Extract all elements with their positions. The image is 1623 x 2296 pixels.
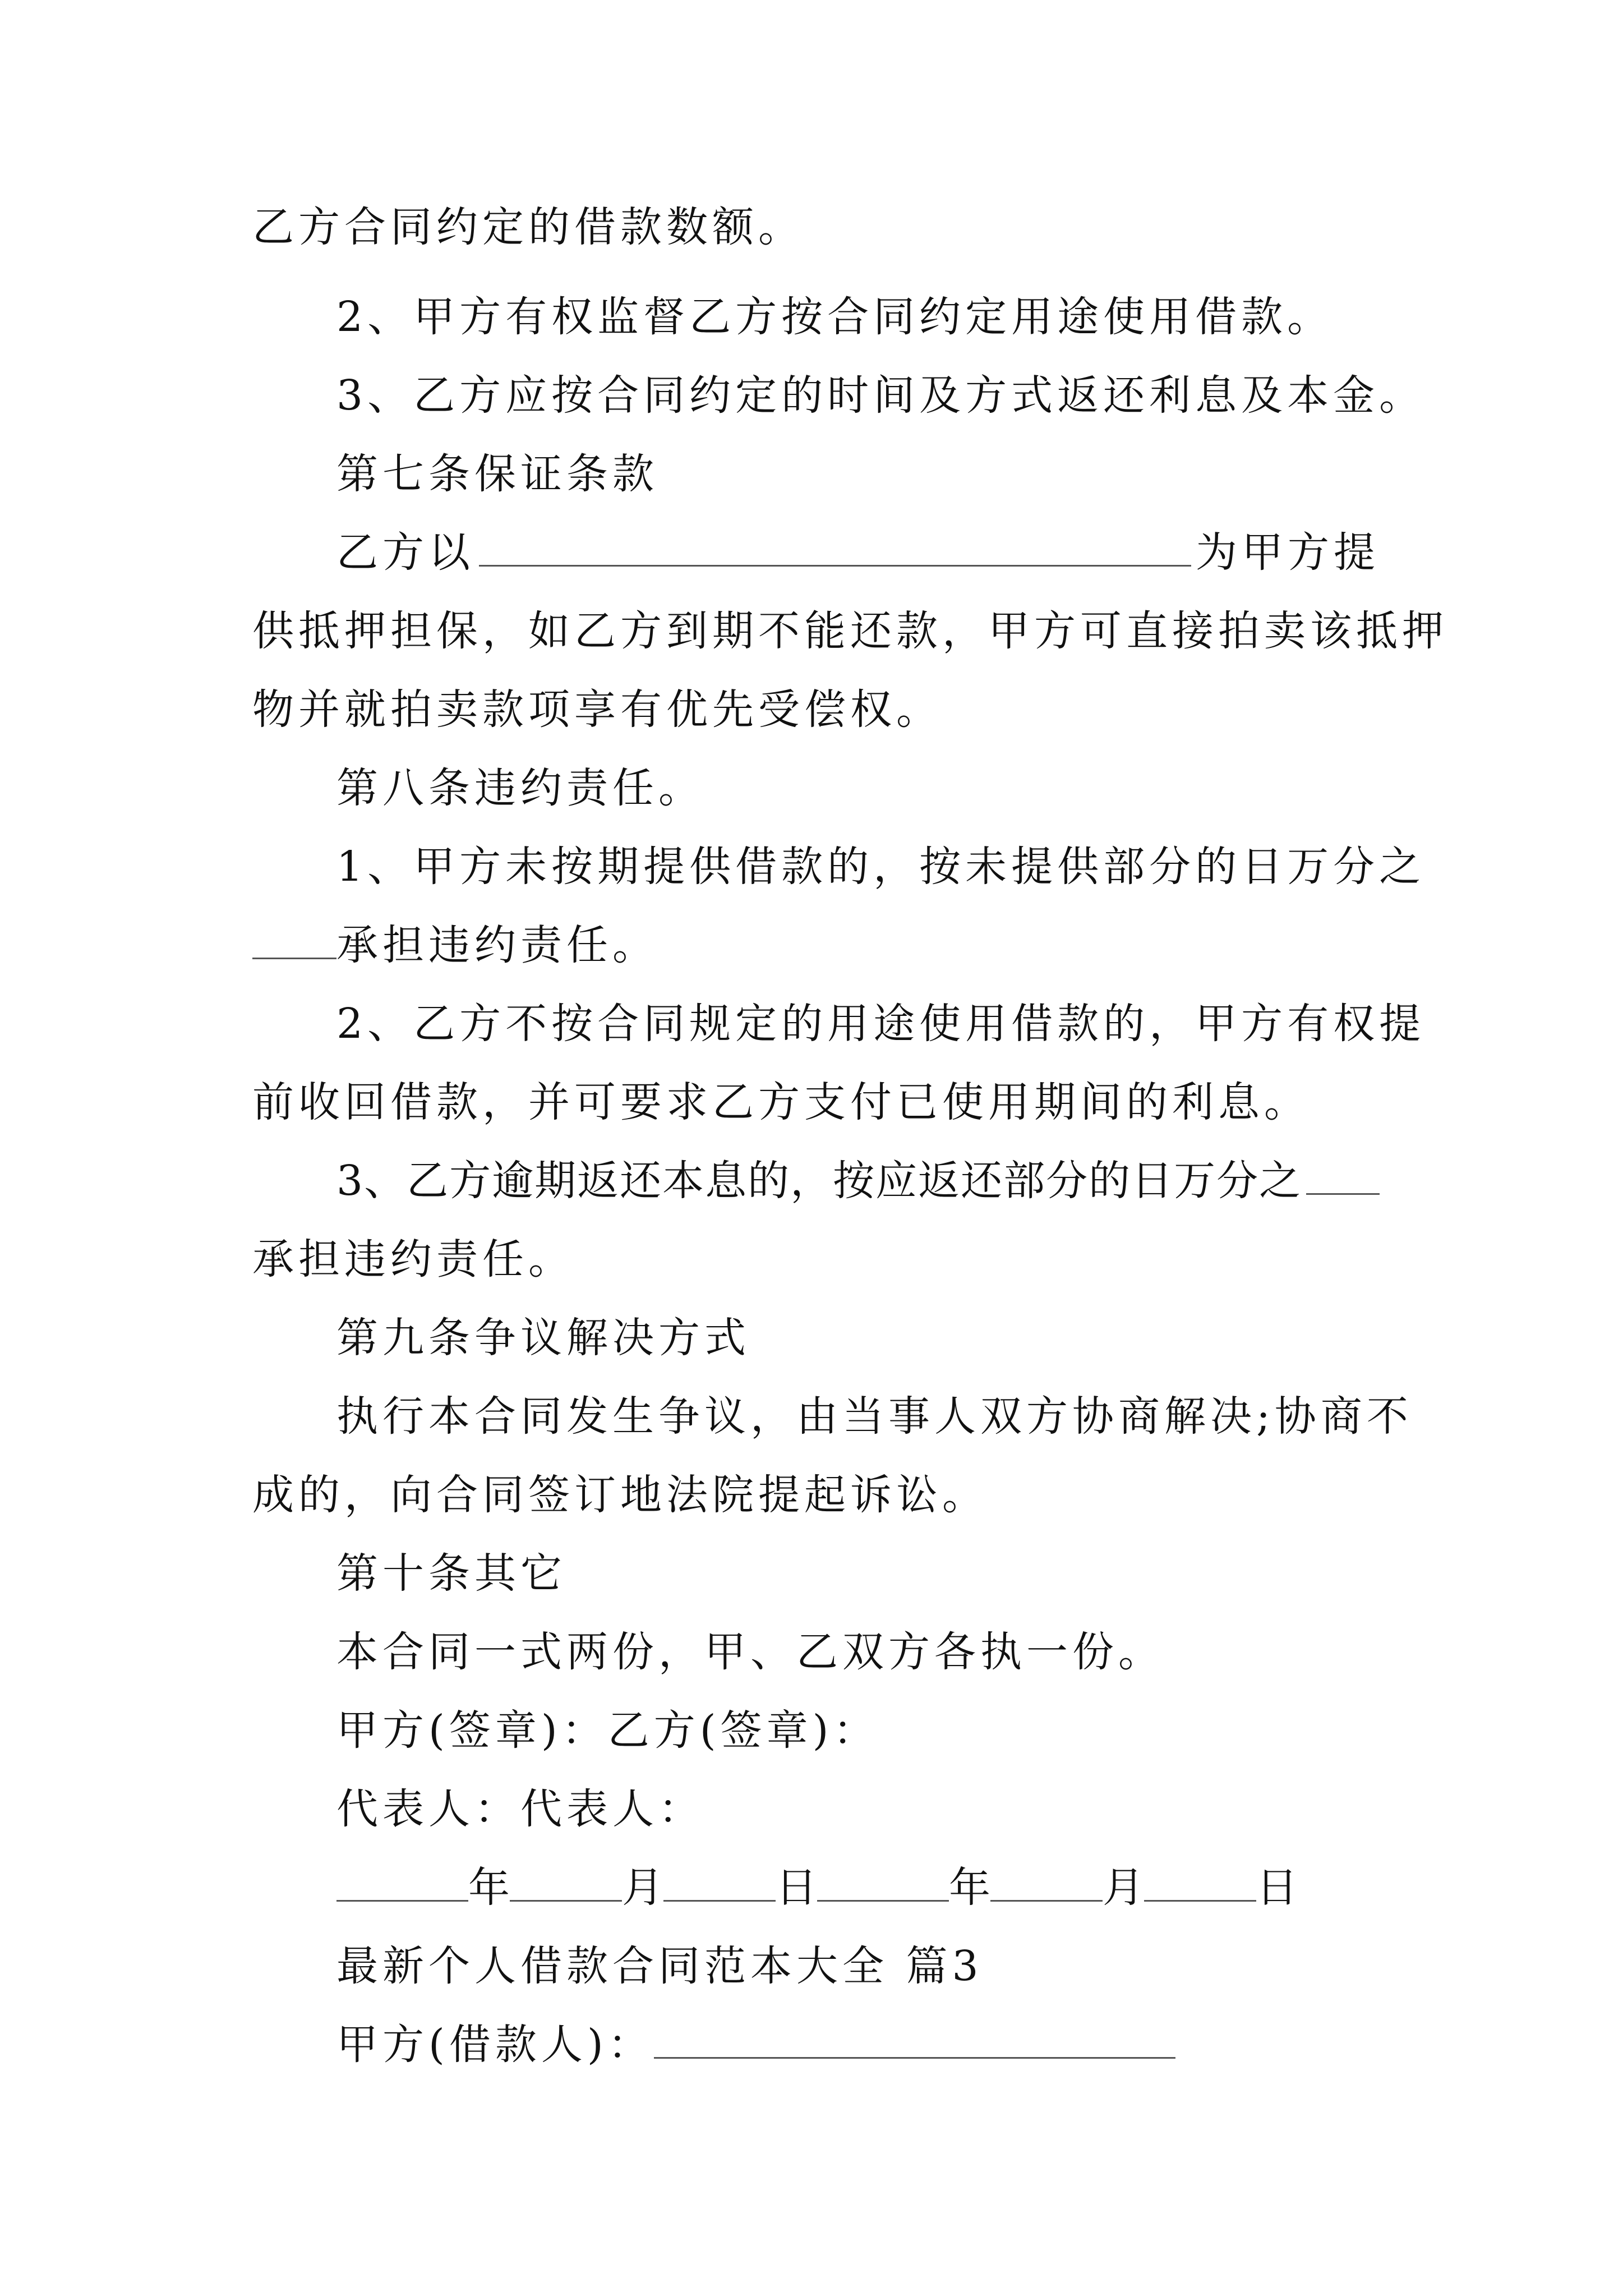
text-line: 成的，向合同签订地法院提起诉讼。 [252,1471,988,1519]
representative-line: 代表人：代表人： [336,1785,704,1833]
text-line: 前收回借款，并可要求乙方支付已使用期间的利息。 [252,1078,1310,1126]
section-heading-8: 第八条违约责任。 [336,764,704,812]
text-line: 物并就拍卖款项享有优先受偿权。 [252,685,942,734]
text-fragment: 甲方(借款人)： [336,2021,654,2069]
year-label: 年 [949,1864,990,1912]
day-label: 日 [776,1864,817,1912]
section-heading-7: 第七条保证条款 [336,450,658,498]
clause-item-3 [336,1153,1380,1209]
text-fragment: 承担违约责任。 [336,921,658,969]
section-heading-10: 第十条其它 [336,1549,566,1598]
date-line [336,1860,1380,1916]
guarantee-line [336,524,1380,581]
text-fragment: 乙方以 [336,528,474,577]
clause-item-2: 2、甲方有权监督乙方按合同约定用途使用借款。 [336,293,1334,341]
clause-item-3: 3、乙方应按合同约定的时间及方式返还利息及本金。 [336,371,1426,420]
text-line: 乙方合同约定的借款数额。 [252,203,804,251]
fill-in-blank [252,918,336,959]
text-fragment: 3、乙方逾期返还本息的，按应返还部分的日万分之 [336,1157,1302,1205]
text-line [252,917,1380,973]
year-label: 年 [468,1864,510,1912]
text-line: 供抵押担保，如乙方到期不能还款，甲方可直接拍卖该抵押 [252,607,1448,655]
text-line: 承担违约责任。 [252,1235,574,1283]
fill-in-blank [510,1861,622,1902]
section-title: 最新个人借款合同范本大全 篇3 [336,1942,983,1990]
text-fragment: 为甲方提 [1196,528,1380,577]
fill-in-blank [1306,1154,1380,1195]
month-label: 月 [622,1864,663,1912]
signature-line: 甲方(签章)：乙方(签章)： [336,1706,879,1755]
fill-in-blank [336,1861,468,1902]
fill-in-blank [663,1861,776,1902]
text-line: 本合同一式两份，甲、乙双方各执一份。 [336,1628,1164,1676]
fill-in-blank [479,526,1191,567]
text-line: 执行本合同发生争议，由当事人双方协商解决;协商不 [336,1392,1413,1441]
month-label: 月 [1103,1864,1144,1912]
fill-in-blank [817,1861,949,1902]
day-label: 日 [1256,1864,1298,1912]
fill-in-blank [654,2018,1175,2059]
section-heading-9: 第九条争议解决方式 [336,1314,750,1362]
clause-item-1: 1、甲方未按期提供借款的，按未提供部分的日万分之 [336,843,1426,891]
clause-item-2: 2、乙方不按合同规定的用途使用借款的，甲方有权提 [336,1000,1426,1048]
party-a-line [336,2017,1380,2073]
fill-in-blank [990,1861,1103,1902]
fill-in-blank [1144,1861,1256,1902]
